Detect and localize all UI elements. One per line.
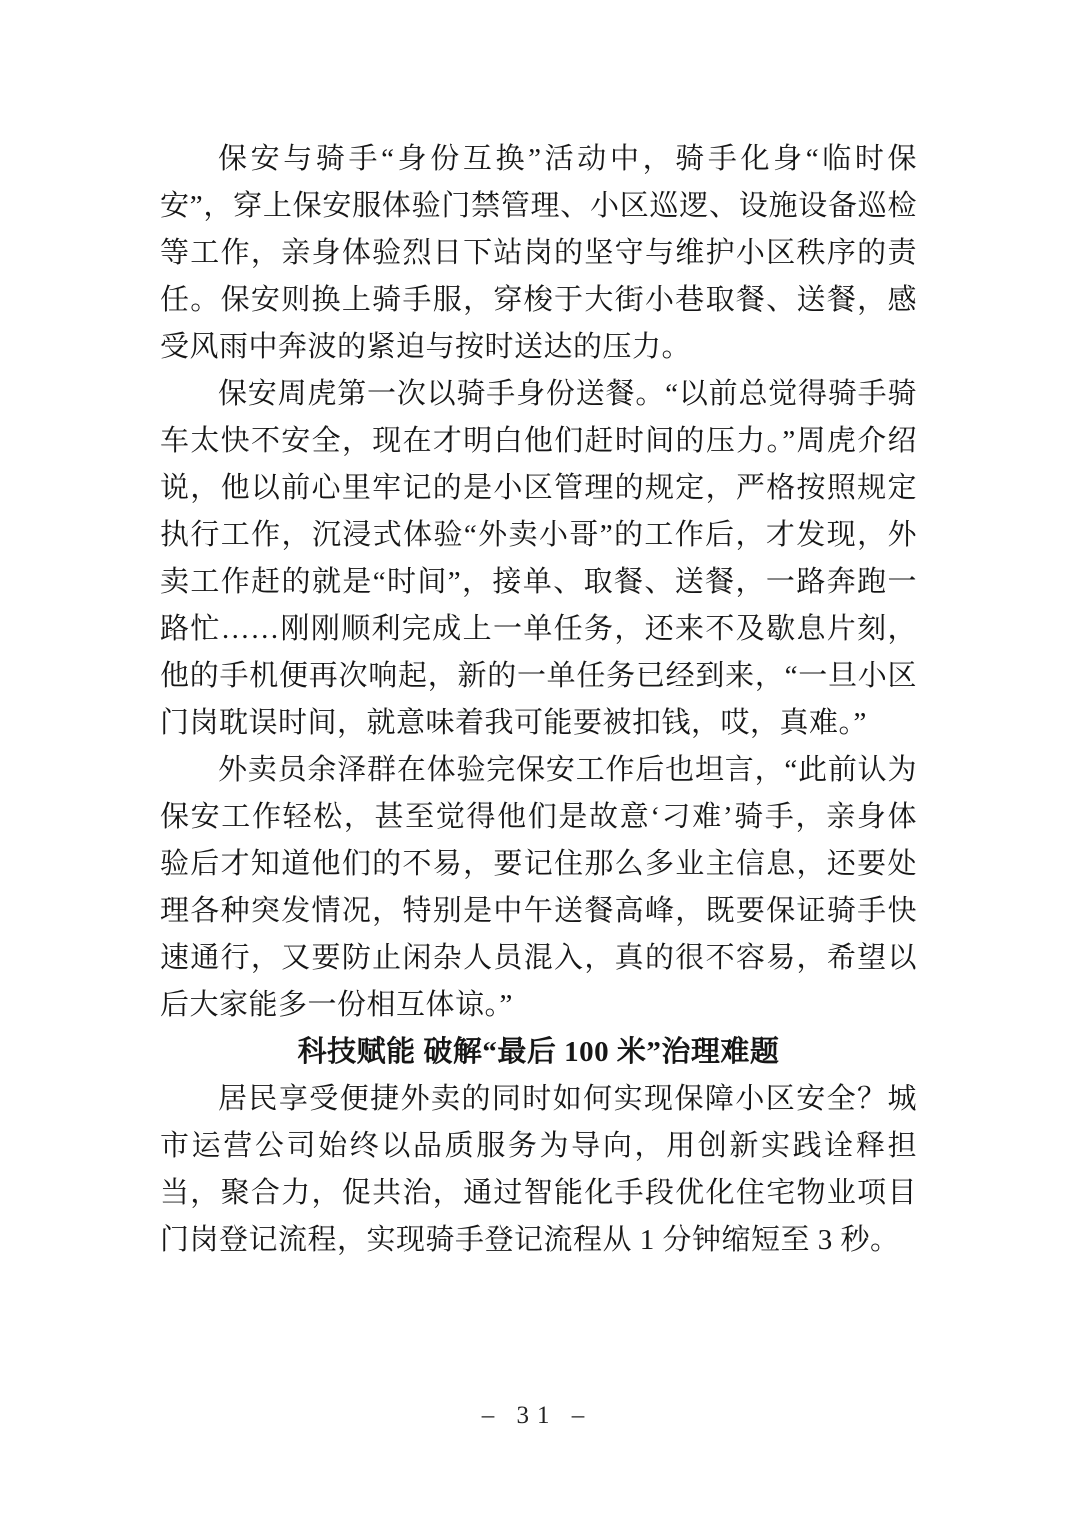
page-footer — [0, 1402, 1074, 1430]
body-paragraph: 保安与骑手“身份互换”活动中，骑手化身“临时保安”，穿上保安服体验门禁管理、小区巡逻、设施设备巡检等工作，亲身体验烈日下站岗的坚守与维护小区秩序的责任。保安则换上骑手服，穿梭于大街小巷取餐、送餐，感受风雨中奔波的紧迫与按时送达的压力。 — [160, 143, 917, 363]
body-paragraph: 保安周虎第一次以骑手身份送餐。“以前总觉得骑手骑车太快不安全，现在才明白他们赶时间的压力。”周虎介绍说，他以前心里牢记的是小区管理的规定，严格按照规定执行工作，沉浸式体验“外卖小哥”的工作后，才发现，外卖工作赶的就是“时间”，接单、取餐、送餐，一路奔跑一路忙……刚刚顺利完成上一单任务，还来不及歇息片刻，他的手机便再次响起，新的一单任务已经到来，“一旦小区门岗耽误时间，就意味着我可能要被扣钱，哎，真难。” — [160, 378, 917, 739]
body-paragraph: 外卖员余泽群在体验完保安工作后也坦言，“此前认为保安工作轻松，甚至觉得他们是故意‘刁难’骑手，亲身体验后才知道他们的不易，要记住那么多业主信息，还要处理各种突发情况，特别是中午送餐高峰，既要保证骑手快速通行，又要防止闲杂人员混入，真的很不容易，希望以后大家能多一份相互体谅。” — [160, 754, 917, 1021]
page-number: – 31 – — [481, 1402, 593, 1429]
section-heading: 科技赋能 破解“最后 100 米”治理难题 — [297, 1036, 780, 1068]
document-content — [160, 136, 917, 1264]
body-paragraph: 居民享受便捷外卖的同时如何实现保障小区安全？城市运营公司始终以品质服务为导向，用创新实践诠释担当，聚合力，促共治，通过智能化手段优化住宅物业项目门岗登记流程，实现骑手登记流程从 1 分钟缩短至 3 秒。 — [160, 1083, 917, 1256]
